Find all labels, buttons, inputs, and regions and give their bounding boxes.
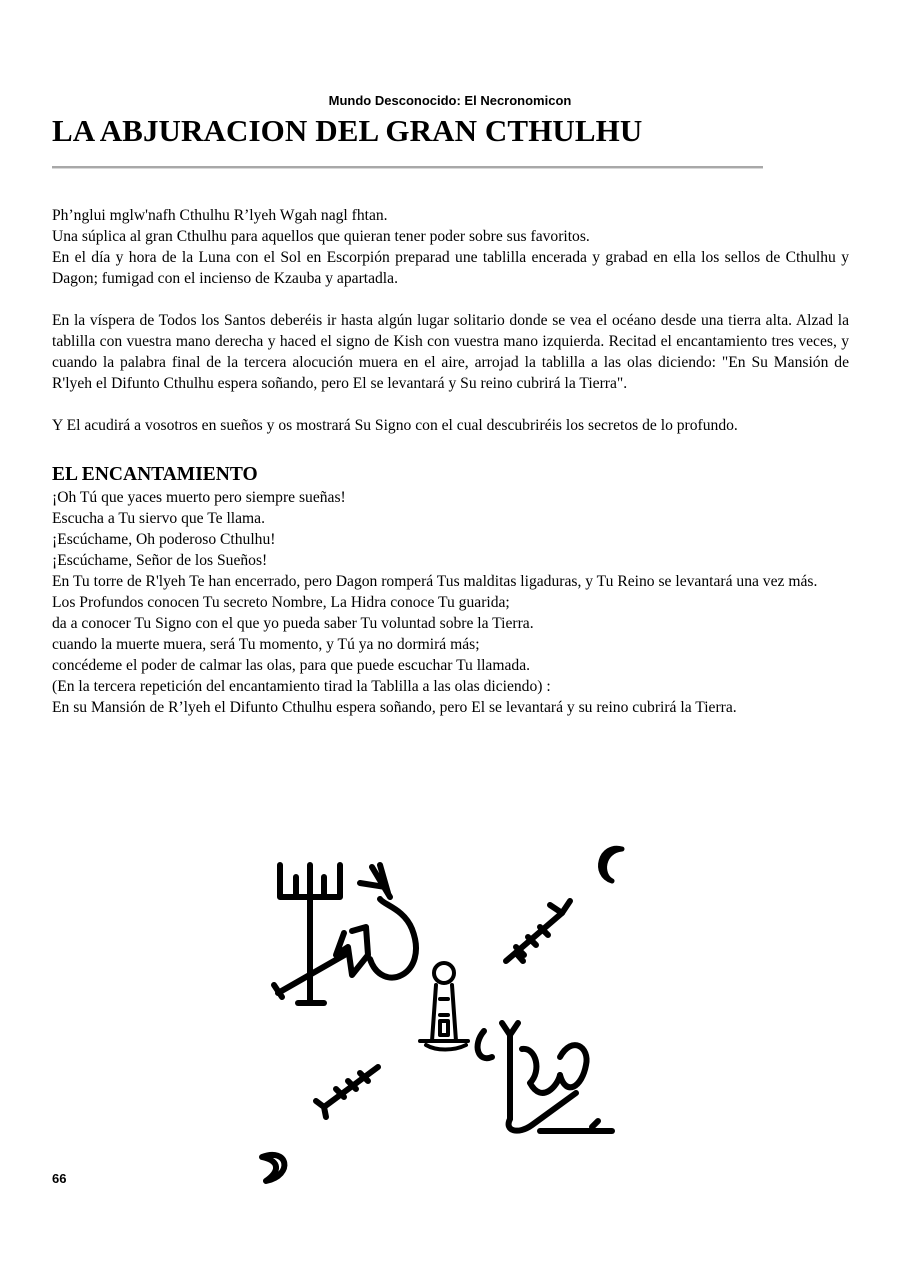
paragraph: Y El acudirá a vosotros en sueños y os mostrará Su Signo con el cual descubriréis los secretos de lo profundo. [52,417,738,434]
fishbone-symbol-icon-2 [316,1067,378,1117]
incantation-line: Escucha a Tu siervo que Te llama. [52,510,265,527]
running-head: Mundo Desconocido: El Necronomicon [328,93,572,108]
incantation-line: da a conocer Tu Signo con el que yo pueda saber Tu voluntad sobre la Tierra. [52,615,534,632]
paragraph: En la víspera de Todos los Santos deberéis ir hasta algún lugar solitario donde se vea el océano desde una tierra alta. Alzad la tablilla con vuestra mano derecha y haced el signo de Kish con vuestra mano izquierda. Recitad el encantamiento tres veces, y cuando la palabra final de la tercera alocución muera en el aire, arrojad la tablilla a las olas diciendo: "En Su Mansión de R'lyeh el Difunto Cthulhu espera soñando, pero El se levantará y Su reino cubrirá la Tierra". [52,312,849,392]
cthulhu-seal-icon [336,865,416,978]
incantation-line: En Tu torre de R'lyeh Te han encerrado, pero Dagon romperá Tus malditas ligaduras, y Tu Reino se levantará una vez más. [52,573,818,590]
incantation-line: ¡Escúchame, Oh poderoso Cthulhu! [52,531,276,548]
page-content [52,205,849,718]
incantation-line: cuando la muerte muera, será Tu momento, y Tú ya no dormirá más; [52,636,480,653]
incantation-line: concédeme el poder de calmar las olas, para que puede escuchar Tu llamada. [52,657,531,674]
incantation-line: En su Mansión de R’lyeh el Difunto Cthulhu espera soñando, pero El se levantará y su reino cubrirá la Tierra. [52,699,737,716]
incantation-line: ¡Escúchame, Señor de los Sueños! [52,552,268,569]
intro-line: En el día y hora de la Luna con el Sol en Escorpión preparad une tablilla encerada y grabad en ella los sellos de Cthulhu y Dagon; fumigad con el incienso de Kzauba y apartadla. [52,249,849,287]
page-number: 66 [52,1171,67,1186]
section-heading: EL ENCANTAMIENTO [52,464,258,485]
title-rule [52,166,763,169]
crescent-moon-icon-2 [262,1155,284,1181]
crescent-moon-icon [601,848,622,881]
tower-symbol-icon [420,963,468,1050]
dagon-seal-icon [478,1023,612,1131]
cthulhu-dagon-seals-illustration [240,835,640,1185]
intro-line: Una súplica al gran Cthulhu para aquellos que quieran tener poder sobre sus favoritos. [52,228,590,245]
intro-line: Ph’nglui mglw'nafh Cthulhu R’lyeh Wgah nagl fhtan. [52,207,388,224]
page-title: LA ABJURACION DEL GRAN CTHULHU [52,113,643,148]
incantation-line: (En la tercera repetición del encantamiento tirad la Tablilla a las olas diciendo) : [52,678,551,695]
incantation-line: ¡Oh Tú que yaces muerto pero siempre sueñas! [52,489,346,506]
incantation-line: Los Profundos conocen Tu secreto Nombre, La Hidra conoce Tu guarida; [52,594,510,611]
trident-seal-icon [274,865,348,1003]
fishbone-symbol-icon [506,901,570,961]
